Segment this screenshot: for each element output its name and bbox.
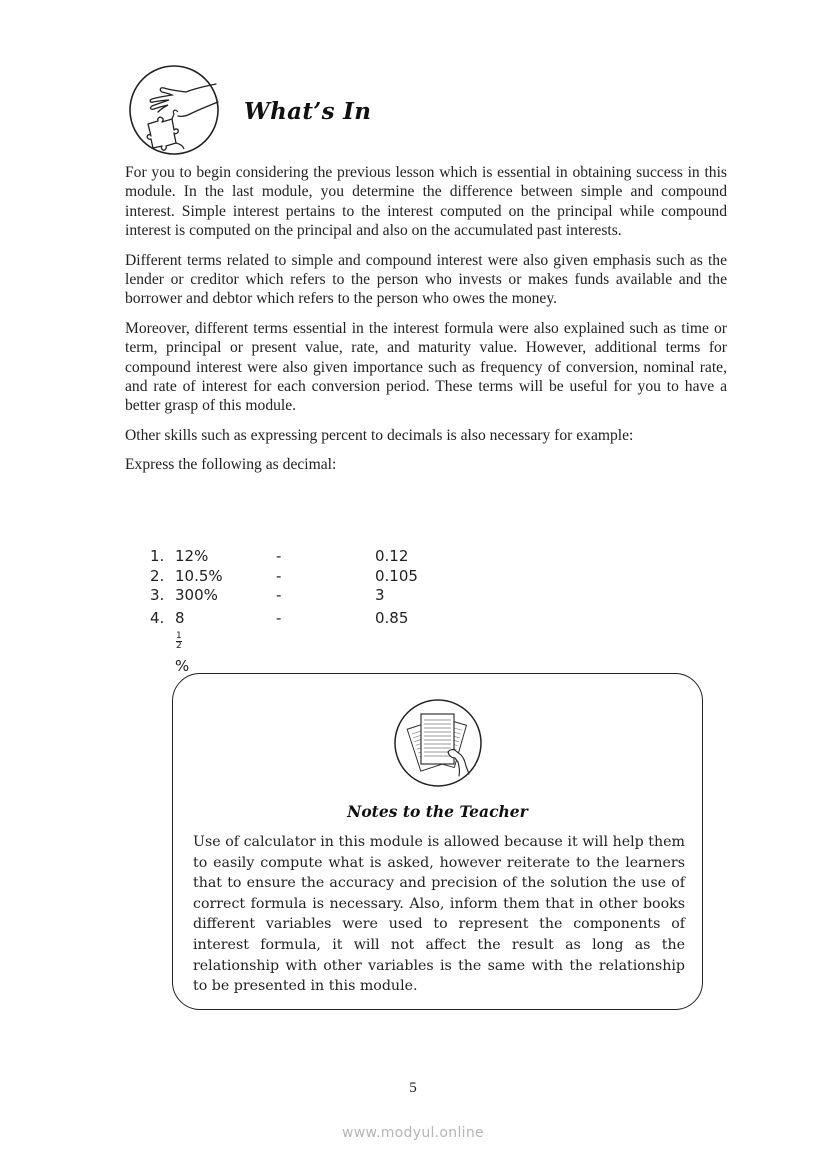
fraction-numerator: 1 <box>176 630 182 641</box>
section-title: What’s In <box>244 98 372 125</box>
paragraph-intro: For you to begin considering the previous lesson which is essential in obtaining success in this module. In the last module, you determine the difference between simple and compound interest. Simple interest pertains to the interest computed on the principal while compound interest is computed on the principal and also on the accumulated past interests. <box>125 164 727 240</box>
body-text <box>125 163 727 485</box>
item-dash: - <box>276 566 282 585</box>
paragraph-terms: Different terms related to simple and compound interest were also given emphasis such as the lender or creditor which refers to the person who invests or makes funds available and the borrower and debtor which refers to the person who owes the money. <box>125 251 727 308</box>
watermark: www.modyul.online <box>342 1125 484 1141</box>
paragraph-formula-terms: Moreover, different terms essential in the interest formula were also explained such as time or term, principal or present value, rate, and maturity value. However, additional terms for compound interest were also given importance such as frequency of conversion, nominal rate, and rate of interest for each conversion period. These terms will be useful for you to have a better grasp of this module. <box>125 319 727 415</box>
item-number: 3. <box>150 586 165 605</box>
item-dash: - <box>276 547 282 565</box>
item-percent: 300% <box>175 586 218 605</box>
item-percent-mixed <box>175 606 189 678</box>
notes-to-teacher-box <box>172 673 703 1010</box>
paragraph-other-skills: Other skills such as expressing percent to decimals is also necessary for example: <box>125 426 634 444</box>
item-number: 2. <box>150 566 165 585</box>
mixed-whole: 8 <box>175 608 185 627</box>
item-number: 4. <box>150 608 165 627</box>
fraction <box>176 632 182 651</box>
item-dash: - <box>276 586 282 605</box>
fraction-denominator: 2 <box>176 640 182 651</box>
paragraph-express-instruction: Express the following as decimal: <box>125 456 337 474</box>
item-decimal: 0.85 <box>375 608 409 627</box>
puzzle-hand-icon <box>128 64 220 156</box>
item-number: 1. <box>150 547 165 565</box>
item-percent: 12% <box>175 547 209 565</box>
notes-text: Use of calculator in this module is allowed because it will help them to easily compute what is asked, however reiterate to the learners that to ensure the accuracy and precision of the solution the use of correct formula is necessary. Also, inform them that in other books different variables were used to represent the components of interest formula, it will not affect the result as long as the relationship with other variables is the same with the relationship to be presented in this module. <box>193 834 685 995</box>
item-decimal: 3 <box>375 586 385 605</box>
percent-sign: % <box>175 656 190 675</box>
item-decimal: 0.105 <box>375 566 418 585</box>
item-dash: - <box>276 608 282 627</box>
page-number: 5 <box>409 1080 417 1096</box>
item-percent: 10.5% <box>175 566 223 585</box>
notes-title: Notes to the Teacher <box>347 802 528 821</box>
papers-in-hand-icon <box>393 698 483 788</box>
item-decimal: 0.12 <box>375 547 409 565</box>
